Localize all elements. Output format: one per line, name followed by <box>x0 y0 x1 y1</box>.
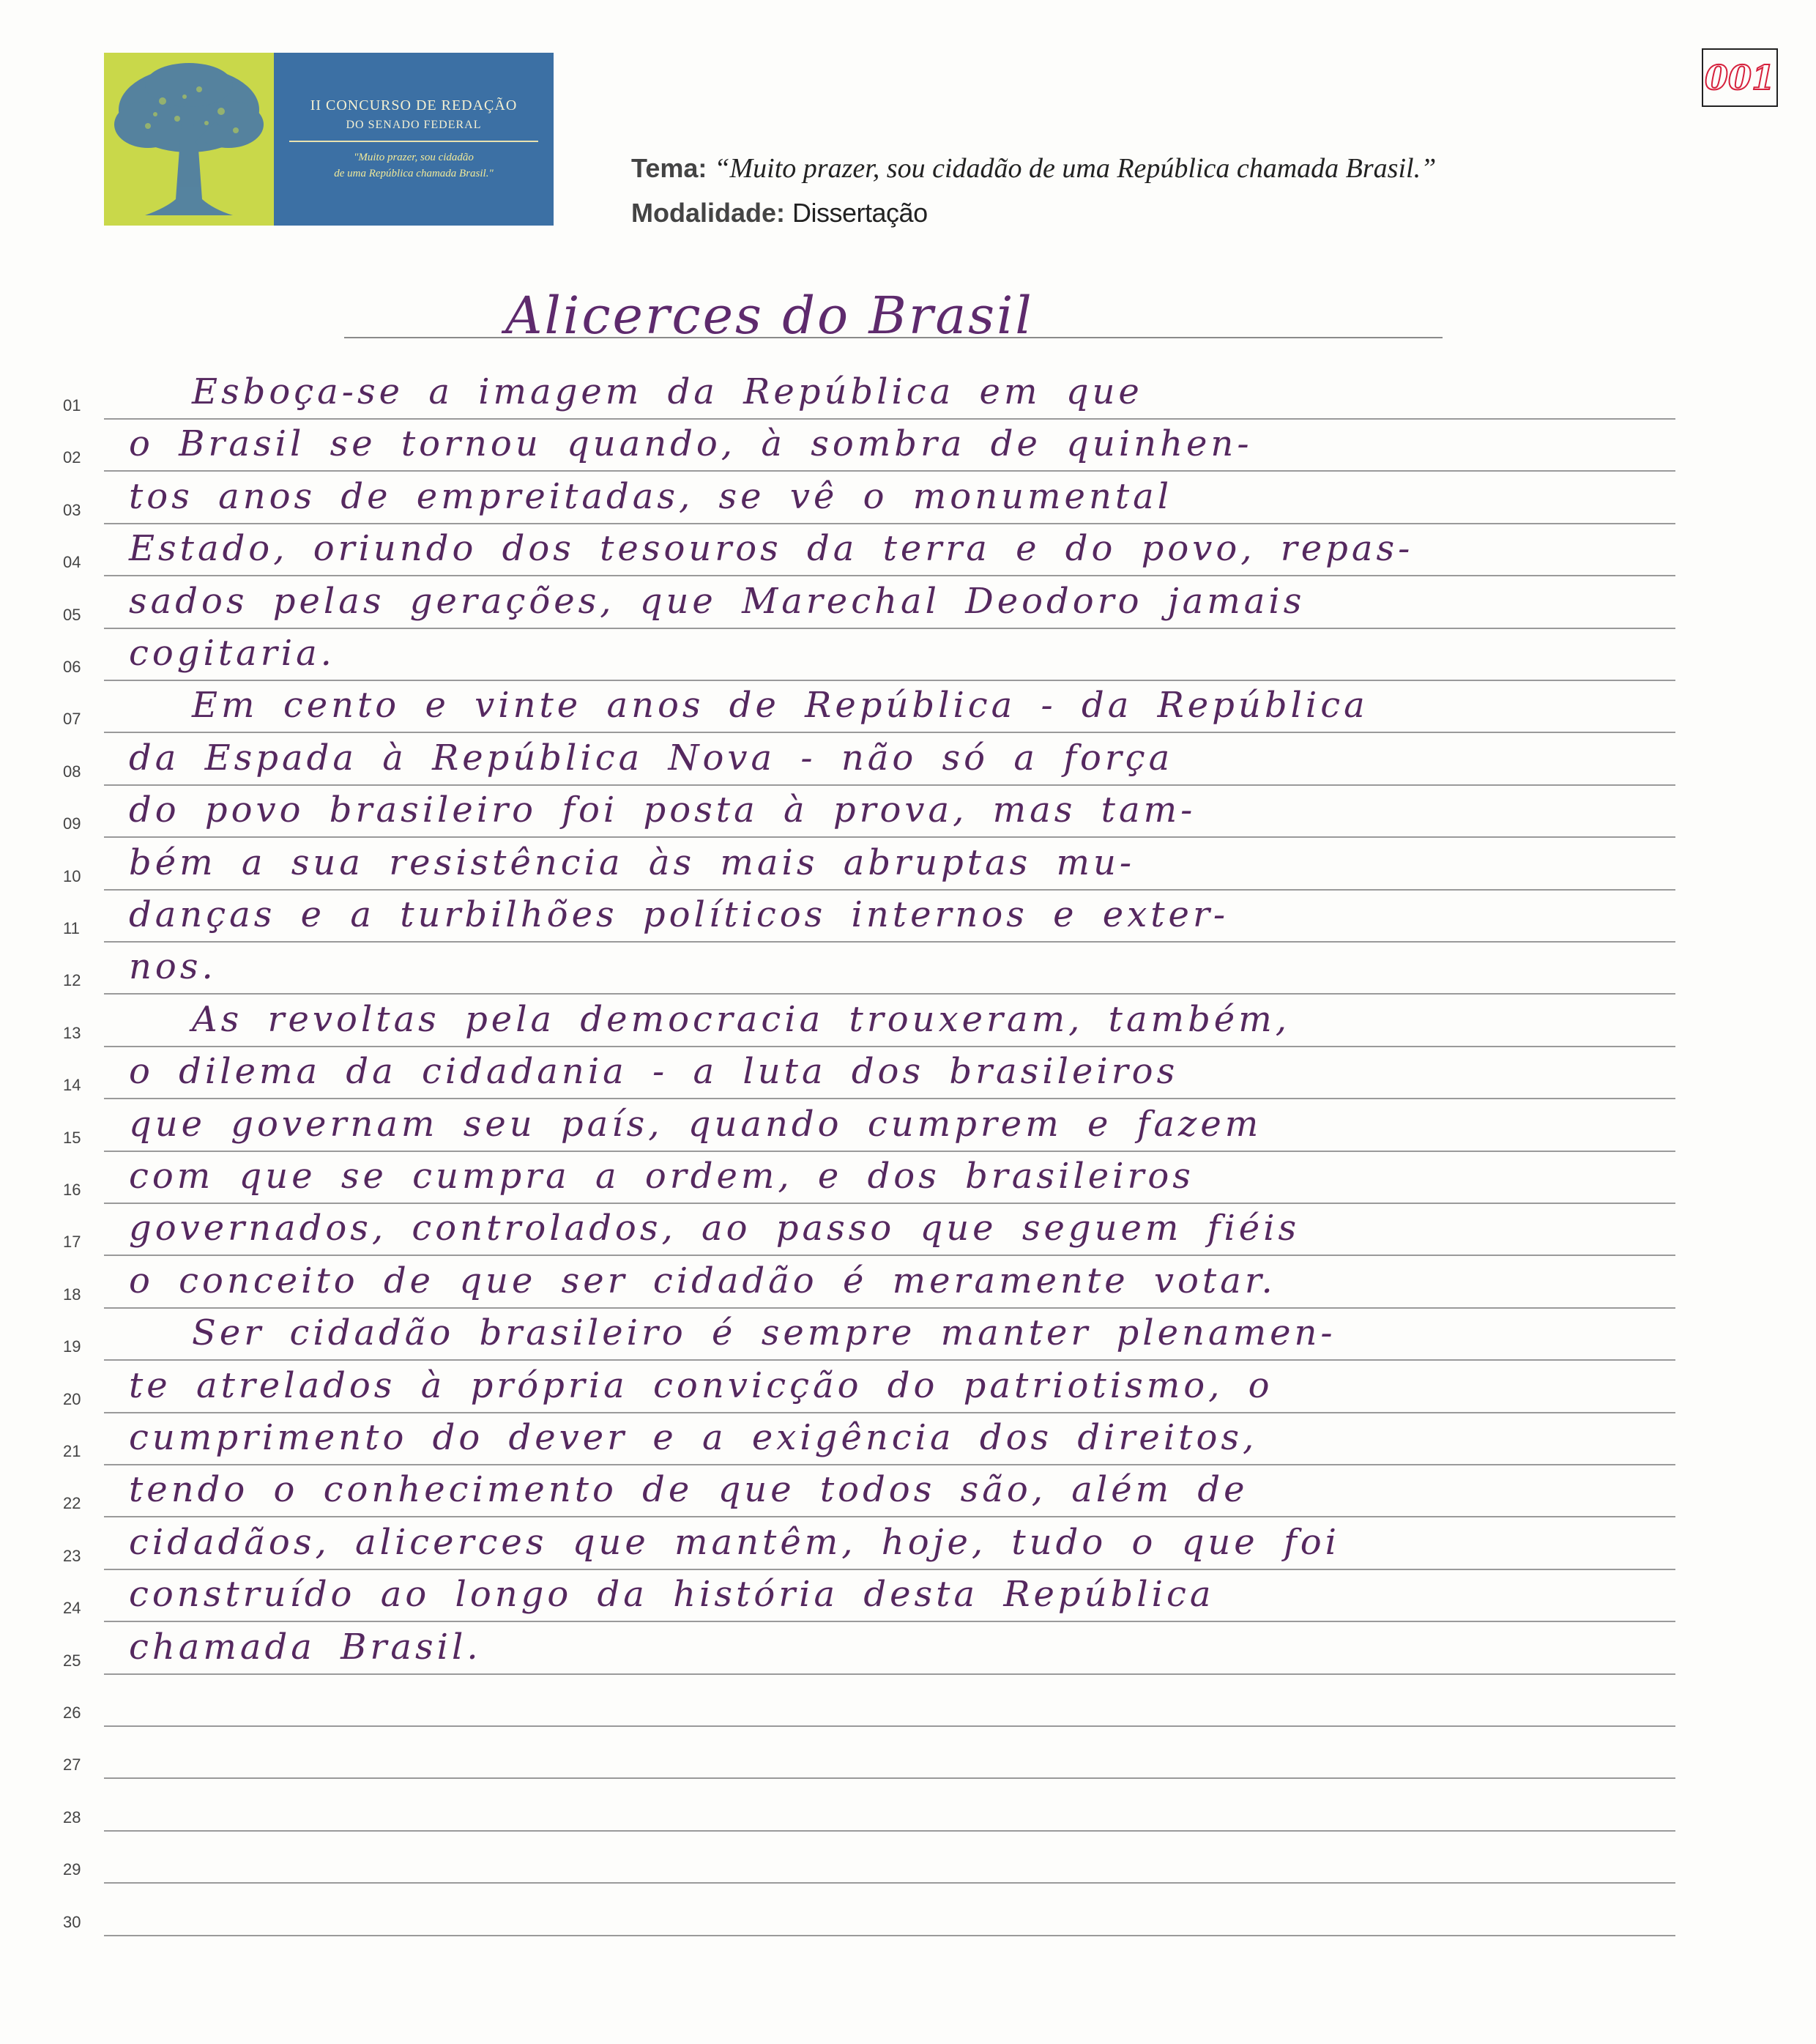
essay-line <box>63 1047 1675 1099</box>
handwritten-line-text: que governam seu país, quando cumprem e fazem <box>129 1103 1262 1145</box>
handwritten-line-text: o conceito de que ser cidadão é meramente votar. <box>129 1260 1276 1301</box>
essay-line <box>63 786 1675 838</box>
essay-line <box>63 576 1675 628</box>
logo-quote-line2: de uma República chamada Brasil." <box>334 167 494 179</box>
essay-line <box>63 420 1675 472</box>
essay-line <box>63 1413 1675 1465</box>
essay-line <box>63 1309 1675 1361</box>
essay-line <box>63 733 1675 785</box>
handwritten-line-text: do povo brasileiro foi posta à prova, mas tam- <box>129 789 1197 831</box>
line-number: 08 <box>63 762 81 781</box>
line-number: 20 <box>63 1389 81 1408</box>
line-number: 17 <box>63 1233 81 1252</box>
line-number: 01 <box>63 395 81 415</box>
handwritten-line-text: o Brasil se tornou quando, à sombra de quinhen- <box>129 423 1253 465</box>
logo-subtitle: DO SENADO FEDERAL <box>346 118 482 131</box>
handwritten-line-text: As revoltas pela democracia trouxeram, também, <box>192 998 1290 1040</box>
essay-title: Alicerces do Brasil <box>505 286 1034 346</box>
line-number: 18 <box>63 1285 81 1304</box>
handwritten-line-text: tos anos de empreitadas, se vê o monumental <box>129 475 1173 517</box>
essay-line <box>63 995 1675 1047</box>
essay-line <box>63 1517 1675 1569</box>
line-number: 13 <box>63 1023 81 1042</box>
essay-line <box>63 943 1675 995</box>
line-number: 06 <box>63 657 81 676</box>
essay-line <box>63 1570 1675 1622</box>
essay-line <box>63 1779 1675 1831</box>
handwritten-line-text: te atrelados à própria convicção do patriotismo, o <box>129 1364 1273 1406</box>
handwritten-line-text: Ser cidadão brasileiro é sempre manter plenamen- <box>192 1312 1336 1354</box>
mode-label: Modalidade: <box>631 198 786 228</box>
essay-line <box>63 838 1675 890</box>
mode-text: Dissertação <box>792 198 928 228</box>
essay-line <box>63 1256 1675 1308</box>
line-number: 09 <box>63 814 81 833</box>
line-number: 21 <box>63 1441 81 1460</box>
essay-line <box>63 1204 1675 1256</box>
line-number: 28 <box>63 1807 81 1826</box>
theme-label: Tema: <box>631 153 707 183</box>
form-code-box: 001 <box>1702 48 1778 107</box>
essay-line <box>63 1152 1675 1204</box>
essay-line <box>63 1832 1675 1884</box>
line-number: 05 <box>63 605 81 624</box>
line-number: 24 <box>63 1599 81 1618</box>
line-number: 15 <box>63 1128 81 1147</box>
line-number: 04 <box>63 553 81 572</box>
line-number: 03 <box>63 500 81 519</box>
line-number: 23 <box>63 1546 81 1565</box>
handwritten-line-text: cidadãos, alicerces que mantêm, hoje, tudo o que foi <box>129 1521 1340 1563</box>
line-number: 25 <box>63 1651 81 1670</box>
line-number: 29 <box>63 1860 81 1879</box>
line-number: 22 <box>63 1494 81 1513</box>
essay-line <box>63 1622 1675 1674</box>
line-number: 16 <box>63 1180 81 1199</box>
handwritten-line-text: da Espada à República Nova - não só a força <box>129 737 1174 778</box>
line-number: 26 <box>63 1703 81 1722</box>
handwritten-line-text: com que se cumpra a ordem, e dos brasileiros <box>129 1155 1194 1197</box>
theme-text: “Muito prazer, sou cidadão de uma República chamada Brasil.” <box>714 153 1437 184</box>
logo-quote-line1: "Muito prazer, sou cidadão <box>354 151 474 163</box>
essay-line <box>63 1465 1675 1517</box>
handwritten-line-text: tendo o conhecimento de que todos são, além de <box>129 1469 1248 1511</box>
handwritten-line-text: chamada Brasil. <box>129 1626 482 1668</box>
line-number: 19 <box>63 1337 81 1356</box>
handwritten-line-text: cogitaria. <box>129 632 335 674</box>
handwritten-line-text: sados pelas gerações, que Marechal Deodoro jamais <box>129 580 1306 622</box>
essay-line <box>63 891 1675 943</box>
handwritten-line-text: danças e a turbilhões políticos internos e exter- <box>129 893 1229 935</box>
handwritten-line-text: governados, controlados, ao passo que seguem fiéis <box>129 1208 1300 1249</box>
handwritten-line-text: cumprimento do dever e a exigência dos direitos, <box>129 1416 1258 1458</box>
line-number: 14 <box>63 1076 81 1095</box>
line-number: 07 <box>63 710 81 729</box>
line-number: 11 <box>63 918 80 937</box>
handwritten-line-text: Em cento e vinte anos de República - da República <box>192 685 1369 726</box>
line-number: 10 <box>63 866 81 885</box>
handwritten-line-text: Estado, oriundo dos tesouros da terra e do povo, repas- <box>129 528 1414 570</box>
essay-line <box>63 368 1675 420</box>
essay-line <box>63 681 1675 733</box>
essay-line <box>63 1884 1675 1936</box>
handwritten-line-text: nos. <box>129 946 217 988</box>
handwritten-line-text: Esboça-se a imagem da República em que <box>192 371 1143 412</box>
essay-line <box>63 1727 1675 1779</box>
essay-line <box>63 472 1675 524</box>
essay-line <box>63 524 1675 576</box>
essay-line <box>63 1675 1675 1727</box>
essay-line <box>63 1099 1675 1151</box>
line-number: 02 <box>63 448 81 467</box>
handwritten-line-text: bém a sua resistência às mais abruptas mu- <box>129 841 1136 883</box>
line-number: 27 <box>63 1755 81 1774</box>
essay-line <box>63 1361 1675 1413</box>
handwritten-line-text: construído ao longo da história desta República <box>129 1574 1215 1616</box>
handwritten-line-text: o dilema da cidadania - a luta dos brasileiros <box>129 1051 1179 1093</box>
line-number: 12 <box>63 971 81 990</box>
essay-line <box>63 629 1675 681</box>
logo-title: II CONCURSO DE REDAÇÃO <box>310 97 518 114</box>
line-number: 30 <box>63 1912 81 1931</box>
